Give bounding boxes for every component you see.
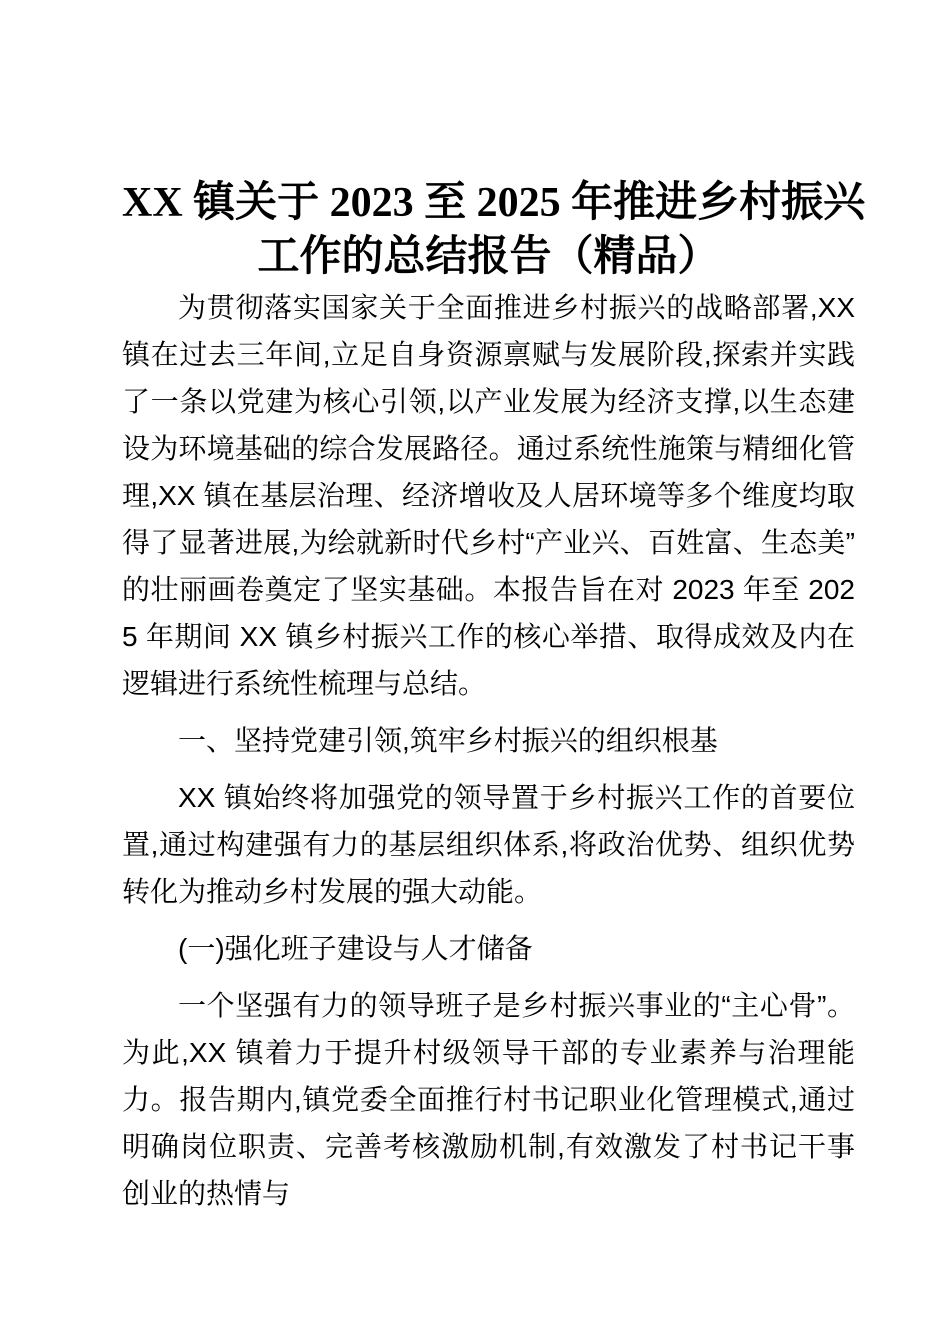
paragraph-section-1-intro: XX 镇始终将加强党的领导置于乡村振兴工作的首要位置,通过构建强有力的基层组织体系,将政治优势、组织优势转化为推动乡村发展的强大动能。 xyxy=(122,782,855,907)
paragraph-introduction: 为贯彻落实国家关于全面推进乡村振兴的战略部署,XX 镇在过去三年间,立足自身资源禀赋与发展阶段,探索并实践了一条以党建为核心引领,以产业发展为经济支撑,以生态建设为环境基础的综合发展路径。通过系统性施策与精细化管理,XX 镇在基层治理、经济增收及人居环境等多个维度均取得了显著进展,为绘就新时代乡村“产业兴、百姓富、生态美”的壮丽画卷奠定了坚实基础。本报告旨在对 2023 年至 2025 年期间 XX 镇乡村振兴工作的核心举措、取得成效及内在逻辑进行系统性梳理与总结。 xyxy=(122,292,855,699)
document-content xyxy=(122,176,866,1227)
paragraph-subsection-1-1: 一个坚强有力的领导班子是乡村振兴事业的“主心骨”。为此,XX 镇着力于提升村级领导干部的专业素养与治理能力。报告期内,镇党委全面推行村书记职业化管理模式,通过明确岗位职责、完善考核激励机制,有效激发了村书记干事创业的热情与 xyxy=(122,990,855,1209)
section-heading-1: 一、坚持党建引领,筑牢乡村振兴的组织根基 xyxy=(178,725,718,756)
document-title-line-2: 工作的总结报告（精品） xyxy=(257,234,720,280)
document-title-line-1: XX 镇关于 2023 至 2025 年推进乡村振兴 xyxy=(122,180,866,226)
document-title xyxy=(122,176,866,284)
subsection-heading-1-1: (一)强化班子建设与人才储备 xyxy=(178,933,533,964)
